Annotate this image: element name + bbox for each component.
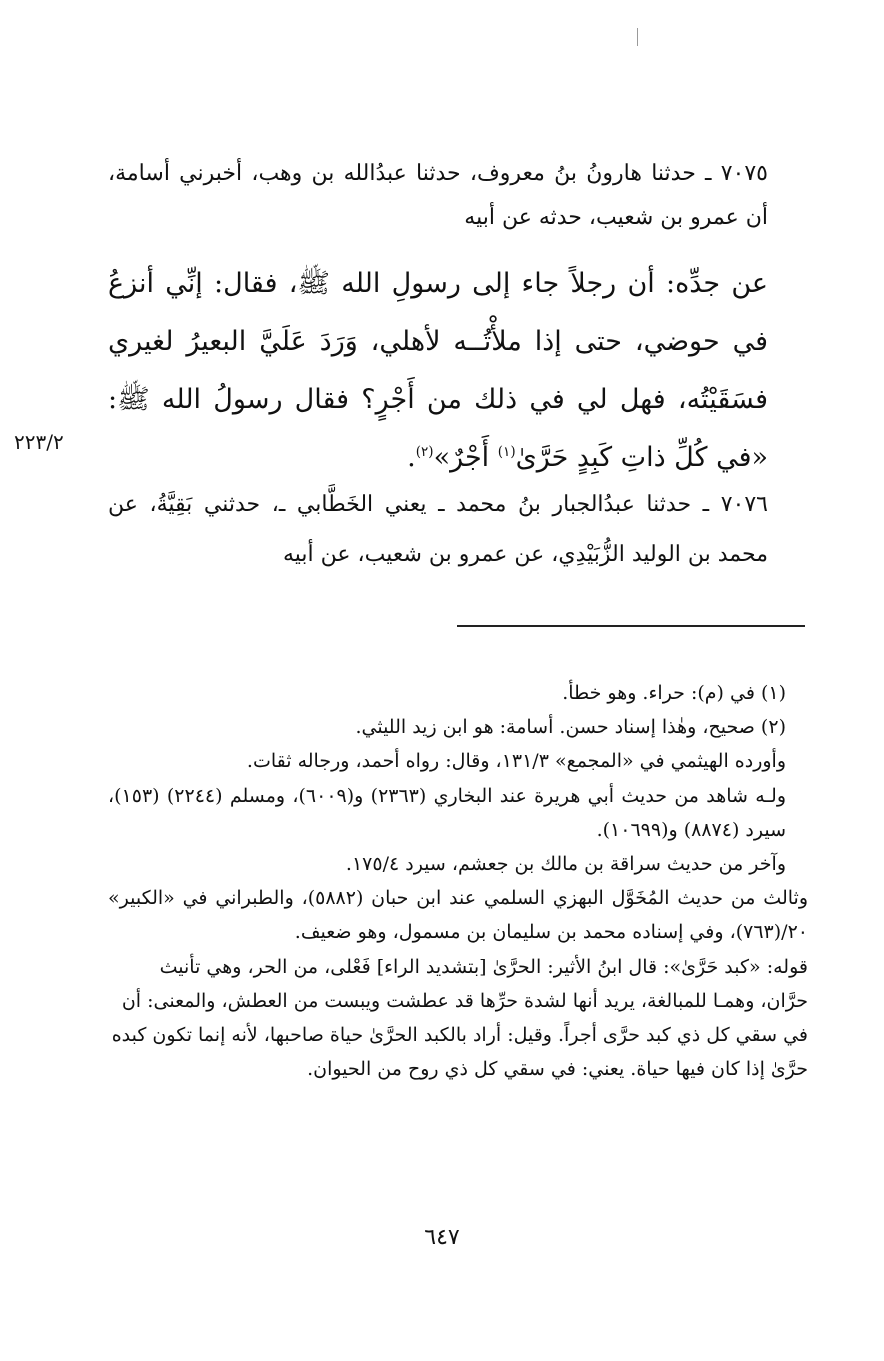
margin-reference: ٢٢٣/٢ <box>14 430 64 454</box>
hadith-7076-isnad: ٧٠٧٦ ـ حدثنا عبدُالجبار بنُ محمد ـ يعني الخَطَّابي ـ، حدثني بَقِيَّةُ، عن محمد بن الوليد الزُّبَيْدِي، عن عمرو بن شعيب، عن أبيه <box>108 492 768 567</box>
footnote-2-haythami: وأورده الهيثمي في «المجمع» ١٣١/٣، وقال: رواه أحمد، ورجاله ثقات. <box>246 750 786 773</box>
page-number: ٦٤٧ <box>424 1225 460 1250</box>
footnote-marker-1: (١) <box>497 444 516 460</box>
footnote-2-suraqa: وآخر من حديث سراقة بن مالك بن جعشم، سيرد ١٧٥/٤. <box>345 853 786 876</box>
footnote-2: (٢) صحيح، وهٰذا إسناد حسن. أسامة: هو ابن زيد الليثي. <box>355 716 786 739</box>
hadith-7075-matn <box>108 255 768 487</box>
footnote-2-explanation: قوله: «كبد حَرَّىٰ»: قال ابنُ الأثير: الحرَّىٰ [بتشديد الراء] فَعْلى، من الحر، وهي تأنيث حرَّان، وهمـا للمبالغة، يريد أنها لشدة حرِّها قد عطشت ويبست من العطش، والمعنى: أن في سقي كل ذي كبد حرَّى أجراً. وقيل: أراد بالكبد الحرَّىٰ حياة صاحبها، لأنه إنما تكون كبده حرَّىٰ إذا كان فيها حياة. يعني: في سقي كل ذي روح من الحيوان. <box>111 955 808 1081</box>
footnote-separator <box>457 625 805 627</box>
matn-text-end: أَجْرٌ» <box>433 442 498 473</box>
footnote-1: (١) في (م): حراء. وهو خطأ. <box>562 682 786 704</box>
matn-period: . <box>407 442 416 473</box>
footnotes <box>108 676 808 1086</box>
top-mark <box>637 28 638 46</box>
matn-text: عن جدِّه: أن رجلاً جاء إلى رسولِ الله ﷺ، فقال: إنِّي أنزعُ في حوضي، حتى إذا ملأْتُــه لأهلي، وَرَدَ عَلَيَّ البعيرُ لغيري فسَقَيْتُه، فهل لي في ذلك من أَجْرٍ؟ فقال رسولُ الله ﷺ: «في كُلِّ ذاتِ كَبِدٍ حَرَّىٰ <box>108 268 768 473</box>
footnote-2-abu-hurayra: ولـه شاهد من حديث أبي هريرة عند البخاري (٢٣٦٣) و(٦٠٠٩)، ومسلم (٢٢٤٤) (١٥٣)، سيرد (٨٨٧٤) و(١٠٦٩٩). <box>108 784 786 841</box>
footnote-marker-2: (٢) <box>415 444 434 460</box>
footnote-2-mukhawwal: وثالث من حديث المُخَوَّل البهزي السلمي عند ابن حبان (٥٨٨٢)، والطبراني في «الكبير» ٢٠/(٧٦٣)، وفي إسناده محمد بن سليمان بن مسمول، وهو ضعيف. <box>108 887 808 944</box>
hadith-7075-isnad: ٧٠٧٥ ـ حدثنا هارونُ بنُ معروف، حدثنا عبدُالله بن وهب، أخبرني أسامة، أن عمرو بن شعيب، حدثه عن أبيه <box>108 161 768 230</box>
